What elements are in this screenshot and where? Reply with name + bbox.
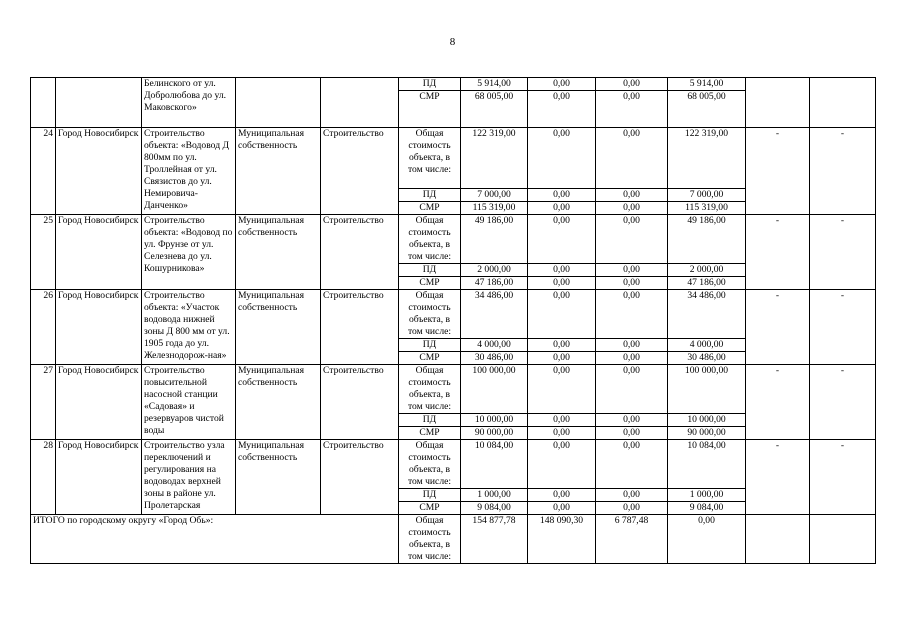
extra-cell (746, 78, 810, 128)
amount-cell: 5 914,00 (461, 78, 528, 91)
amount-cell: 0,00 (668, 515, 746, 564)
amount-cell: 47 186,00 (461, 277, 528, 290)
amount-cell: 2 000,00 (668, 264, 746, 277)
cost-type-label: Общая стоимость объекта, в том числе: (399, 290, 461, 339)
extra-cell: - (746, 440, 810, 515)
amount-cell: 1 000,00 (668, 489, 746, 502)
extra-cell (810, 515, 876, 564)
row-number-cell: 26 (31, 290, 56, 365)
table-row (31, 290, 876, 339)
municipality-cell: Город Новосибирск (56, 290, 142, 365)
amount-cell: 49 186,00 (461, 215, 528, 264)
object-name-cell: Строительство объекта: «Водовод по ул. Фрунзе от ул. Селезнева до ул. Кошурникова» (142, 215, 236, 290)
object-name-cell: Строительство объекта: «Водовод Д 800мм по ул. Троллейная от ул. Связистов до ул. Немировича-Данченко» (142, 128, 236, 215)
extra-cell: - (746, 128, 810, 215)
amount-cell: 47 186,00 (668, 277, 746, 290)
amount-cell: 7 000,00 (668, 189, 746, 202)
amount-cell: 0,00 (528, 264, 596, 277)
amount-cell: 115 319,00 (668, 202, 746, 215)
amount-cell: 0,00 (528, 91, 596, 128)
amount-cell: 0,00 (528, 502, 596, 515)
amount-cell: 0,00 (528, 414, 596, 427)
work-type-cell (321, 78, 399, 128)
work-type-cell: Строительство (321, 365, 399, 440)
cost-type-label: Общая стоимость объекта, в том числе: (399, 128, 461, 189)
amount-cell: 0,00 (596, 189, 668, 202)
amount-cell: 0,00 (596, 365, 668, 414)
amount-cell: 34 486,00 (461, 290, 528, 339)
amount-cell: 0,00 (528, 215, 596, 264)
amount-cell: 0,00 (596, 264, 668, 277)
cost-type-label: Общая стоимость объекта, в том числе: (399, 215, 461, 264)
amount-cell: 0,00 (596, 128, 668, 189)
table-row (31, 365, 876, 414)
amount-cell: 10 000,00 (461, 414, 528, 427)
amount-cell: 9 084,00 (668, 502, 746, 515)
municipality-cell (56, 78, 142, 128)
row-number-cell (31, 78, 56, 128)
table-row (31, 128, 876, 189)
amount-cell: 0,00 (596, 427, 668, 440)
cost-type-label: ПД (399, 339, 461, 352)
cost-type-label: Общая стоимость объекта, в том числе: (399, 515, 461, 564)
amount-cell: 0,00 (596, 339, 668, 352)
amount-cell: 122 319,00 (668, 128, 746, 189)
amount-cell: 68 005,00 (461, 91, 528, 128)
amount-cell: 10 084,00 (668, 440, 746, 489)
amount-cell: 7 000,00 (461, 189, 528, 202)
cost-type-label: Общая стоимость объекта, в том числе: (399, 365, 461, 414)
cost-type-label: ПД (399, 189, 461, 202)
cost-type-label: ПД (399, 78, 461, 91)
extra-cell: - (810, 128, 876, 215)
ownership-cell: Муниципальная собственность (236, 365, 321, 440)
municipality-cell: Город Новосибирск (56, 440, 142, 515)
row-number-cell: 24 (31, 128, 56, 215)
grand-total-label: ИТОГО по городскому округу «Город Обь»: (31, 515, 399, 564)
amount-cell: 115 319,00 (461, 202, 528, 215)
amount-cell: 0,00 (528, 290, 596, 339)
extra-cell (746, 515, 810, 564)
amount-cell: 10 000,00 (668, 414, 746, 427)
amount-cell: 68 005,00 (668, 91, 746, 128)
amount-cell: 122 319,00 (461, 128, 528, 189)
amount-cell: 0,00 (528, 352, 596, 365)
table-body (31, 78, 876, 564)
table-row (31, 440, 876, 489)
amount-cell: 0,00 (596, 215, 668, 264)
object-name-cell: Строительство повысительной насосной станции «Садовая» и резервуаров чистой воды (142, 365, 236, 440)
amount-cell: 4 000,00 (461, 339, 528, 352)
amount-cell: 0,00 (596, 91, 668, 128)
municipality-cell: Город Новосибирск (56, 128, 142, 215)
amount-cell: 0,00 (528, 128, 596, 189)
amount-cell: 0,00 (528, 339, 596, 352)
extra-cell: - (746, 290, 810, 365)
amount-cell: 6 787,48 (596, 515, 668, 564)
extra-cell: - (810, 440, 876, 515)
object-name-cell: Белинского от ул. Добролюбова до ул. Маковского» (142, 78, 236, 128)
amount-cell: 0,00 (528, 427, 596, 440)
amount-cell: 100 000,00 (461, 365, 528, 414)
amount-cell: 0,00 (528, 489, 596, 502)
cost-type-label: СМР (399, 91, 461, 128)
object-name-cell: Строительство узла переключений и регулирования на водоводах верхней зоны в районе ул. Пролетарская (142, 440, 236, 515)
amount-cell: 0,00 (528, 277, 596, 290)
amount-cell: 49 186,00 (668, 215, 746, 264)
amount-cell: 154 877,78 (461, 515, 528, 564)
amount-cell: 0,00 (596, 440, 668, 489)
amount-cell: 0,00 (528, 365, 596, 414)
amount-cell: 34 486,00 (668, 290, 746, 339)
amount-cell: 0,00 (596, 290, 668, 339)
cost-type-label: СМР (399, 277, 461, 290)
amount-cell: 0,00 (528, 78, 596, 91)
amount-cell: 0,00 (528, 440, 596, 489)
cost-type-label: СМР (399, 427, 461, 440)
row-number-cell: 25 (31, 215, 56, 290)
work-type-cell: Строительство (321, 215, 399, 290)
table-row (31, 215, 876, 264)
amount-cell: 5 914,00 (668, 78, 746, 91)
extra-cell (810, 78, 876, 128)
amount-cell: 4 000,00 (668, 339, 746, 352)
ownership-cell (236, 78, 321, 128)
extra-cell: - (746, 215, 810, 290)
amount-cell: 30 486,00 (461, 352, 528, 365)
amount-cell: 0,00 (528, 202, 596, 215)
amount-cell: 0,00 (596, 502, 668, 515)
amount-cell: 10 084,00 (461, 440, 528, 489)
ownership-cell: Муниципальная собственность (236, 128, 321, 215)
cost-type-label: ПД (399, 414, 461, 427)
extra-cell: - (810, 365, 876, 440)
work-type-cell: Строительство (321, 440, 399, 515)
cost-type-label: Общая стоимость объекта, в том числе: (399, 440, 461, 489)
cost-type-label: СМР (399, 502, 461, 515)
amount-cell: 0,00 (596, 414, 668, 427)
extra-cell: - (746, 365, 810, 440)
investment-table (30, 77, 876, 564)
work-type-cell: Строительство (321, 290, 399, 365)
extra-cell: - (810, 290, 876, 365)
amount-cell: 0,00 (596, 489, 668, 502)
cost-type-label: СМР (399, 352, 461, 365)
amount-cell: 2 000,00 (461, 264, 528, 277)
amount-cell: 90 000,00 (668, 427, 746, 440)
row-number-cell: 27 (31, 365, 56, 440)
amount-cell: 0,00 (596, 277, 668, 290)
cost-type-label: ПД (399, 489, 461, 502)
extra-cell: - (810, 215, 876, 290)
work-type-cell: Строительство (321, 128, 399, 215)
amount-cell: 9 084,00 (461, 502, 528, 515)
object-name-cell: Строительство объекта: «Участок водовода нижней зоны Д 800 мм от ул. 1905 года до ул. Железнодорож-ная» (142, 290, 236, 365)
amount-cell: 148 090,30 (528, 515, 596, 564)
cost-type-label: ПД (399, 264, 461, 277)
row-number-cell: 28 (31, 440, 56, 515)
municipality-cell: Город Новосибирск (56, 365, 142, 440)
amount-cell: 30 486,00 (668, 352, 746, 365)
amount-cell: 0,00 (596, 78, 668, 91)
total-row (31, 515, 876, 564)
table-row (31, 78, 876, 91)
ownership-cell: Муниципальная собственность (236, 215, 321, 290)
page-number: 8 (449, 36, 456, 48)
amount-cell: 90 000,00 (461, 427, 528, 440)
amount-cell: 0,00 (528, 189, 596, 202)
amount-cell: 100 000,00 (668, 365, 746, 414)
cost-type-label: СМР (399, 202, 461, 215)
municipality-cell: Город Новосибирск (56, 215, 142, 290)
amount-cell: 0,00 (596, 202, 668, 215)
amount-cell: 1 000,00 (461, 489, 528, 502)
amount-cell: 0,00 (596, 352, 668, 365)
ownership-cell: Муниципальная собственность (236, 290, 321, 365)
ownership-cell: Муниципальная собственность (236, 440, 321, 515)
